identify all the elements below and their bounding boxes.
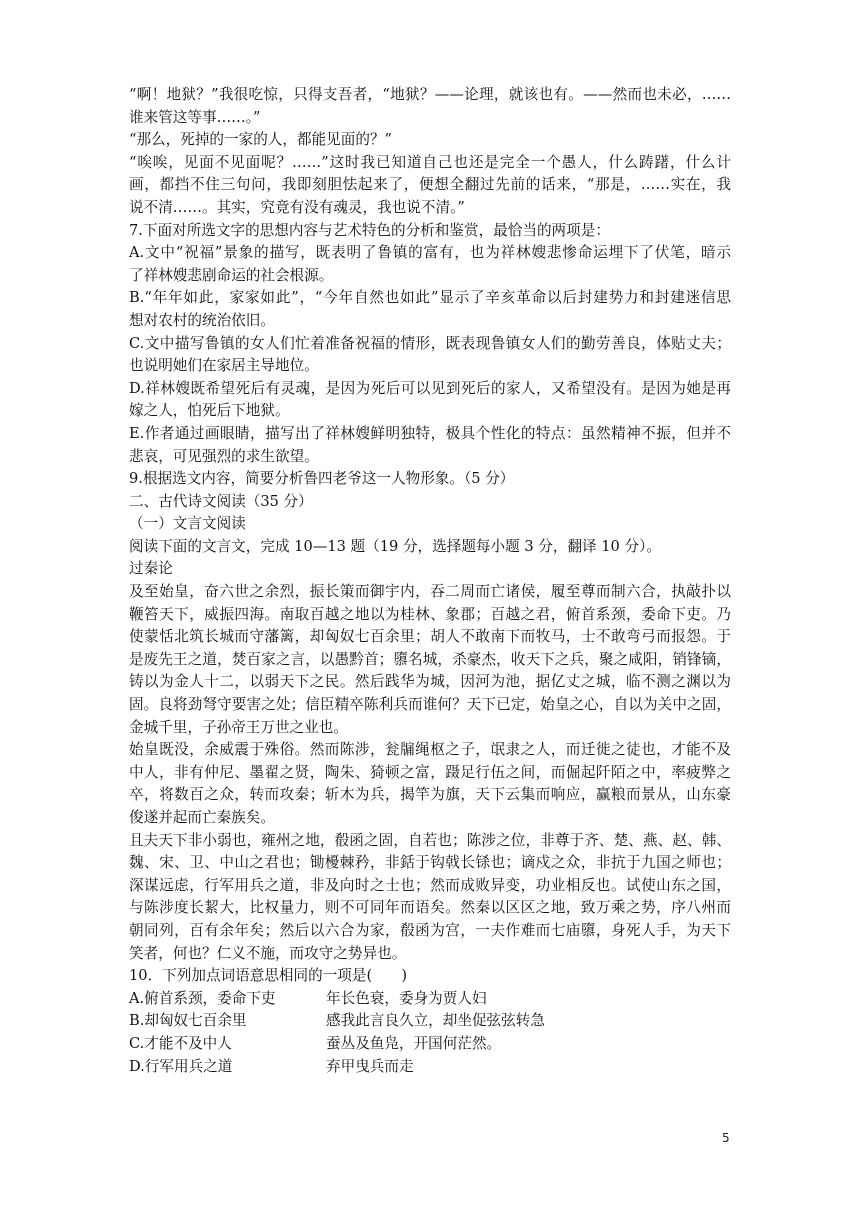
option-compare-phrase: 蚕丛及鱼凫，开国何茫然。 [326,1034,502,1052]
answer-option [129,1033,731,1056]
text-line: 7.下面对所选文字的思想内容与艺术特色的分析和鉴赏，最恰当的两项是： [129,221,610,239]
option-phrase: D.行军用兵之道 [129,1057,233,1075]
text-line: 想对农村的统治依旧。 [129,311,275,329]
option-compare-phrase: 感我此言良久立，却坐促弦弦转急 [326,1012,545,1030]
page-number: 5 [722,1131,730,1145]
text-line: B.“年年如此，家家如此”，“今年自然也如此”显示了辛亥革命以后封建势力和封建迷信思 [129,289,731,307]
text-line: 魏、宋、卫、中山之君也；锄櫌棘矜，非銛于钩戟长铩也；谪戍之众，非抗于九国之师也； [129,854,731,872]
text-line: C.文中描写鲁镇的女人们忙着准备祝福的情形，既表现鲁镇女人们的勤劳善良，体贴丈夫； [129,334,731,352]
document-page [129,84,731,1078]
text-line: 过秦论 [129,560,173,578]
text-line: 与陈涉度长絜大，比权量力，则不可同年而语矣。然秦以区区之地，致万乘之势，序八州而 [129,899,731,917]
text-line: 鞭笞天下，威振四海。南取百越之地以为桂林、象郡；百越之君，俯首系颈，委命下吏。乃 [129,605,731,623]
text-line: 笑者，何也？仁义不施，而攻守之势异也。 [129,944,407,962]
text-line: 嫁之人，怕死后下地狱。 [129,402,290,420]
text-line: “那么，死掉的一家的人，都能见面的？” [129,131,393,149]
text-line: 及至始皇，奋六世之余烈，振长策而御宇内，吞二周而亡诸侯，履至尊而制六合，执敲扑以 [129,583,731,601]
text-line: “唉唉，见面不见面呢？……”这时我已知道自己也还是完全一个愚人，什么踌躇，什么计 [129,153,731,171]
text-line: 画，都挡不住三句问，我即刻胆怯起来了，便想全翻过先前的话来，“那是，……实在，我 [129,176,731,194]
option-phrase: A.俯首系颈，委命下吏 [129,989,276,1007]
option-phrase: C.才能不及中人 [129,1034,232,1052]
text-line: 9.根据选文内容，简要分析鲁四老爷这一人物形象。（5 分） [129,470,515,488]
answer-option [129,988,731,1011]
text-line: E.作者通过画眼睛，描写出了祥林嫂鲜明独特，极具个性化的特点：虽然精神不振，但并不 [129,424,731,442]
answer-option [129,1056,731,1079]
text-line: 也说明她们在家居主导地位。 [129,357,319,375]
text-line: 深谋远虑，行军用兵之道，非及向时之士也；然而成败异变，功业相反也。试使山东之国， [129,876,731,894]
text-line: 阅读下面的文言文，完成 10—13 题（19 分，选择题每小题 3 分，翻译 10 分）。 [129,537,661,555]
text-line: 是废先王之道，焚百家之言，以愚黔首；隳名城，杀豪杰，收天下之兵，聚之咸阳，销锋镝， [129,650,731,668]
text-line: 俊遂并起而亡秦族矣。 [129,809,275,826]
text-line: 中人，非有仲尼、墨翟之贤，陶朱、猗顿之富，蹑足行伍之间，而倔起阡陌之中，率疲弊之 [129,763,731,781]
text-line: 悲哀，可见强烈的求生欲望。 [129,447,319,465]
text-line: 朝同列，百有余年矣；然后以六合为家，殽函为宫，一夫作难而七庙隳，身死人手，为天下 [129,921,731,939]
text-line: 谁来管这等事……。” [129,108,261,126]
text-line: 且夫天下非小弱也，雍州之地，殽函之固，自若也；陈涉之位，非尊于齐、楚、燕、赵、韩、 [129,831,731,849]
text-line: （一）文言文阅读 [129,515,246,533]
text-line: 使蒙恬北筑长城而守藩篱，却匈奴七百余里；胡人不敢南下而牧马，士不敢弯弓而报怨。于 [129,628,731,646]
text-line: A.文中“祝福”景象的描写，既表明了鲁镇的富有，也为祥林嫂悲惨命运埋下了伏笔，暗示 [129,244,731,262]
answer-option [129,1010,731,1033]
text-line: 10．下列加点词语意思相同的一项是( ) [129,967,408,985]
text-line: 铸以为金人十二，以弱天下之民。然后践华为城，因河为池，据亿丈之城，临不测之渊以为 [129,673,731,691]
text-line: 固。良将劲弩守要害之处；信臣精卒陈利兵而谁何？天下已定，始皇之心，自以为关中之固， [129,696,731,714]
text-line: 始皇既没，余威震于殊俗。然而陈涉，瓮牖绳枢之子，氓隶之人，而迁徙之徒也，才能不及 [129,741,731,759]
text-line: 二、古代诗文阅读（35 分） [129,492,313,510]
text-line: “啊！地狱？”我很吃惊，只得支吾者，“地狱？——论理，就该也有。——然而也未必，…… [129,86,731,103]
text-line: 卒，将数百之众，转而攻秦；斩木为兵，揭竿为旗，天下云集而响应，赢粮而景从，山东豪 [129,786,731,804]
option-compare-phrase: 年长色衰，委身为贾人妇 [326,989,487,1007]
option-phrase: B.却匈奴七百余里 [129,1012,247,1030]
text-line: 了祥林嫂悲剧命运的社会根源。 [129,266,334,284]
text-line: 说不清……。其实，究竟有没有魂灵，我也说不清。” [129,198,465,216]
text-line: 金城千里，子孙帝王万世之业也。 [129,718,348,736]
text-line: D.祥林嫂既希望死后有灵魂，是因为死后可以见到死后的家人，又希望没有。是因为她是再 [129,379,731,397]
option-compare-phrase: 弃甲曳兵而走 [326,1057,414,1075]
